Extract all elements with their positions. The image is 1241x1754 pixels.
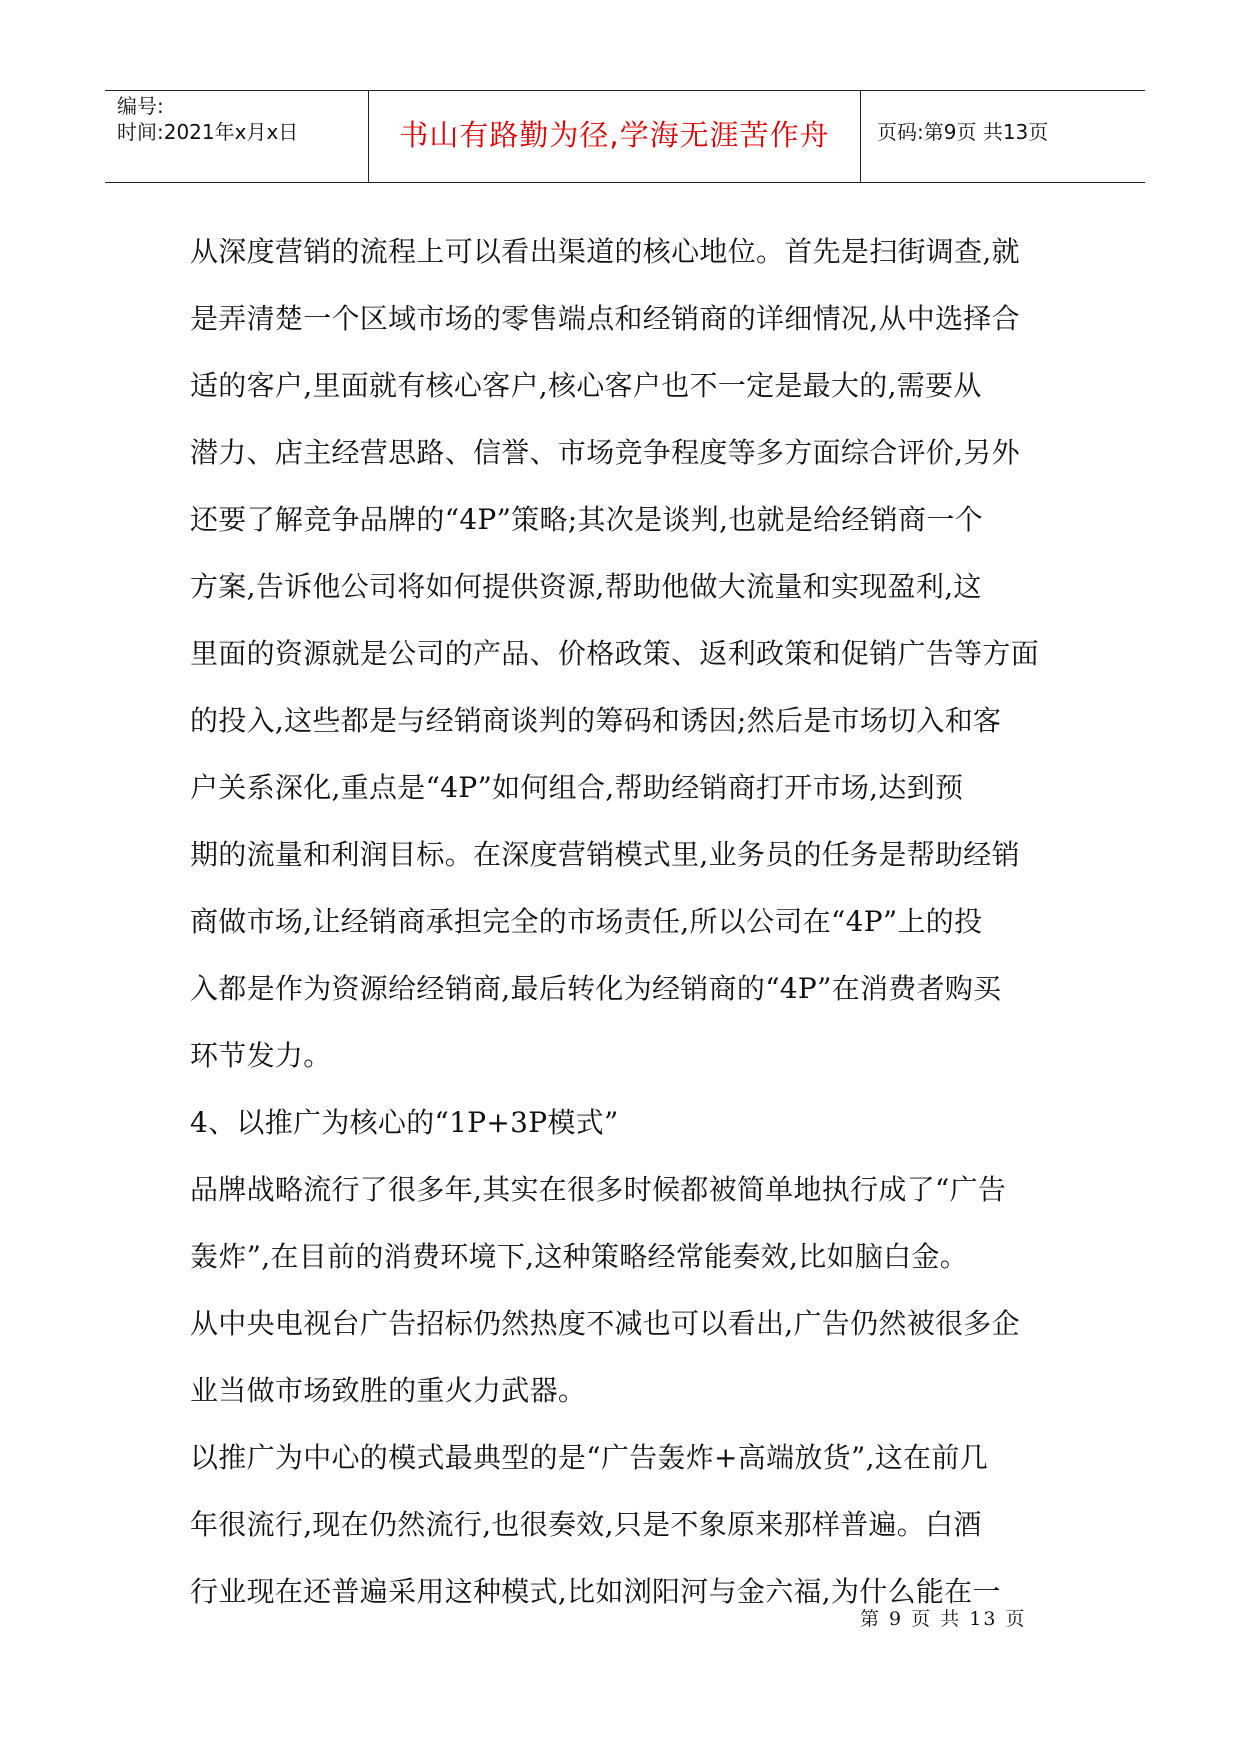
body-line: 的投入,这些都是与经销商谈判的筹码和诱因;然后是市场切入和客 xyxy=(190,704,1002,737)
document-header xyxy=(105,90,1145,183)
body-line: 环节发力。 xyxy=(190,1039,332,1072)
document-body xyxy=(190,218,1070,1625)
document-number-label: 编号: xyxy=(117,94,164,118)
section-heading: 4、以推广为核心的“1P+3P模式” xyxy=(190,1106,619,1139)
body-line: 年很流行,现在仍然流行,也很奏效,只是不象原来那样普遍。白酒 xyxy=(190,1508,982,1541)
header-page-info: 页码:第9页 共13页 xyxy=(877,120,1049,144)
body-line: 入都是作为资源给经销商,最后转化为经销商的“4P”在消费者购买 xyxy=(190,972,1002,1005)
body-line: 适的客户,里面就有核心客户,核心客户也不一定是最大的,需要从 xyxy=(190,369,982,402)
body-line: 潜力、店主经营思路、信誉、市场竞争程度等多方面综合评价,另外 xyxy=(190,436,1020,469)
body-line: 方案,告诉他公司将如何提供资源,帮助他做大流量和实现盈利,这 xyxy=(190,570,982,603)
header-motto-cell xyxy=(369,91,861,182)
body-line: 里面的资源就是公司的产品、价格政策、返利政策和促销广告等方面 xyxy=(190,637,1040,670)
body-line: 以推广为中心的模式最典型的是“广告轰炸+高端放货”,这在前几 xyxy=(190,1441,988,1474)
body-line: 是弄清楚一个区域市场的零售端点和经销商的详细情况,从中选择合 xyxy=(190,302,1020,335)
body-line: 期的流量和利润目标。在深度营销模式里,业务员的任务是帮助经销 xyxy=(190,838,1020,871)
body-line: 业当做市场致胜的重火力武器。 xyxy=(190,1374,587,1407)
body-line: 商做市场,让经销商承担完全的市场责任,所以公司在“4P”上的投 xyxy=(190,905,983,938)
body-line: 还要了解竞争品牌的“4P”策略;其次是谈判,也就是给经销商一个 xyxy=(190,503,983,536)
header-motto: 书山有路勤为径,学海无涯苦作舟 xyxy=(399,118,830,152)
body-line: 户关系深化,重点是“4P”如何组合,帮助经销商打开市场,达到预 xyxy=(190,771,964,804)
page-footer: 第 9 页 共 13 页 xyxy=(860,1608,1027,1630)
body-line: 轰炸”,在目前的消费环境下,这种策略经常能奏效,比如脑白金。 xyxy=(190,1240,969,1273)
body-line: 从深度营销的流程上可以看出渠道的核心地位。首先是扫街调查,就 xyxy=(190,235,1020,268)
document-time-label: 时间:2021年x月x日 xyxy=(117,120,299,144)
body-line: 品牌战略流行了很多年,其实在很多时候都被简单地执行成了“广告 xyxy=(190,1173,1007,1206)
body-line: 行业现在还普遍采用这种模式,比如浏阳河与金六福,为什么能在一 xyxy=(190,1575,1001,1608)
header-meta-cell xyxy=(105,91,369,182)
header-page-cell xyxy=(861,85,1145,176)
body-line: 从中央电视台广告招标仍然热度不减也可以看出,广告仍然被很多企 xyxy=(190,1307,1020,1340)
